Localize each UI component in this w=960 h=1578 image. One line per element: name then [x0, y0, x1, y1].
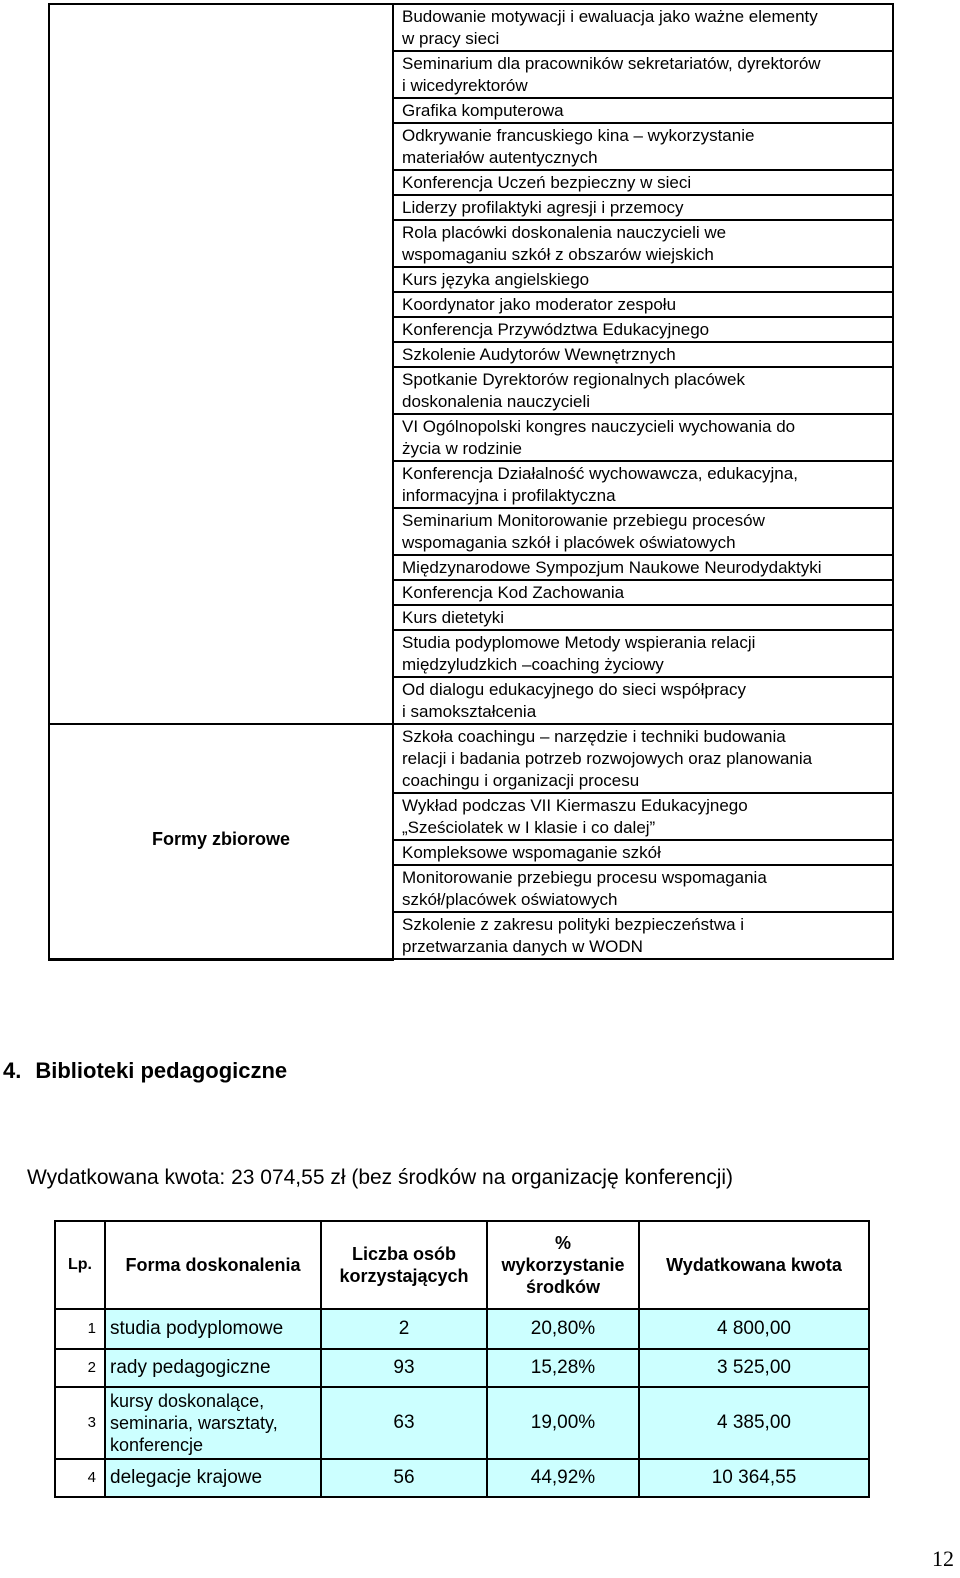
form-item	[393, 98, 893, 123]
form-item-line: doskonalenia nauczycieli	[402, 392, 591, 411]
header-percent-line: wykorzystanie	[501, 1255, 625, 1275]
category-label: Formy zbiorowe	[49, 724, 393, 959]
form-item-line: i samokształcenia	[402, 702, 537, 721]
form-item-line: Szkoła coachingu – narzędzie i techniki budowania	[402, 727, 786, 746]
forms-table-body	[49, 4, 893, 959]
cell-percent: 20,80%	[487, 1309, 639, 1349]
form-item	[393, 555, 893, 580]
form-item	[393, 123, 893, 170]
header-percent-line: %	[554, 1233, 571, 1253]
form-item-line: w pracy sieci	[402, 29, 500, 48]
form-item-line: Kompleksowe wspomaganie szkół	[402, 843, 661, 862]
form-item-line: materiałów autentycznych	[402, 148, 598, 167]
header-percent	[487, 1221, 639, 1309]
cell-percent: 44,92%	[487, 1459, 639, 1497]
header-row	[55, 1221, 869, 1309]
form-item	[393, 267, 893, 292]
form-item-line: Odkrywanie francuskiego kina – wykorzystanie	[402, 126, 755, 145]
page-number: 12	[932, 1546, 954, 1571]
cell-form	[105, 1349, 321, 1387]
form-item-line: Kurs języka angielskiego	[402, 270, 590, 289]
form-item	[393, 170, 893, 195]
form-item	[393, 630, 893, 677]
form-item	[393, 508, 893, 555]
form-item	[393, 4, 893, 51]
form-item-line: Wykład podczas VII Kiermaszu Edukacyjnego	[402, 796, 748, 815]
form-item-line: wspomaganiu szkół z obszarów wiejskich	[402, 245, 714, 264]
cell-amount: 10 364,55	[639, 1459, 869, 1497]
header-form: Forma doskonalenia	[105, 1221, 321, 1309]
form-item-line: Konferencja Działalność wychowawcza, edukacyjna,	[402, 464, 798, 483]
form-item-line: VI Ogólnopolski kongres nauczycieli wychowania do	[402, 417, 796, 436]
table-row	[55, 1459, 869, 1497]
form-item-line: Od dialogu edukacyjnego do sieci współpracy	[402, 680, 746, 699]
cell-count: 56	[321, 1459, 487, 1497]
forms-table	[48, 3, 894, 961]
form-item-line: Konferencja Kod Zachowania	[402, 583, 625, 602]
form-item	[393, 342, 893, 367]
cell-lp: 3	[55, 1387, 105, 1459]
header-count-line: Liczba osób	[351, 1244, 456, 1264]
spent-amount-text: Wydatkowana kwota: 23 074,55 zł (bez środków na organizację konferencji)	[27, 1166, 734, 1189]
form-item-line: informacyjna i profilaktyczna	[402, 486, 616, 505]
cell-form	[105, 1387, 321, 1459]
section-title: Biblioteki pedagogiczne	[35, 1058, 288, 1083]
form-item-line: Spotkanie Dyrektorów regionalnych placówek	[402, 370, 746, 389]
cell-lp: 2	[55, 1349, 105, 1387]
form-item	[393, 367, 893, 414]
table-row	[55, 1309, 869, 1349]
cell-percent: 19,00%	[487, 1387, 639, 1459]
form-item-line: Budowanie motywacji i ewaluacja jako ważne elementy	[402, 7, 818, 26]
form-item-line: międzyludzkich –coaching życiowy	[402, 655, 664, 674]
forms-row	[49, 4, 893, 51]
form-item-line: wspomagania szkół i placówek oświatowych	[402, 533, 736, 552]
section-number: 4.	[3, 1058, 22, 1083]
form-item	[393, 414, 893, 461]
header-percent-line: środków	[525, 1277, 600, 1297]
form-item-line: Konferencja Uczeń bezpieczny w sieci	[402, 173, 692, 192]
category-cell-blank	[49, 4, 393, 724]
section-heading	[3, 1058, 287, 1084]
cell-lp: 4	[55, 1459, 105, 1497]
form-item-line: Studia podyplomowe Metody wspierania relacji	[402, 633, 756, 652]
form-item	[393, 677, 893, 724]
cell-percent: 15,28%	[487, 1349, 639, 1387]
form-item-line: Grafika komputerowa	[402, 101, 564, 120]
form-item-line: Szkolenie z zakresu polityki bezpieczeństwa i	[402, 915, 745, 934]
cell-amount: 4 385,00	[639, 1387, 869, 1459]
form-item	[393, 317, 893, 342]
cell-form-line: seminaria, warsztaty,	[110, 1413, 278, 1433]
cell-form-line: delegacje krajowe	[110, 1467, 263, 1488]
form-item-line: Szkolenie Audytorów Wewnętrznych	[402, 345, 676, 364]
form-item	[393, 840, 893, 865]
form-item-line: Międzynarodowe Sympozjum Naukowe Neurodydaktyki	[402, 558, 822, 577]
form-item	[393, 724, 893, 793]
form-item	[393, 51, 893, 98]
header-count-line: korzystających	[339, 1266, 469, 1286]
header-lp: Lp.	[55, 1221, 105, 1309]
cell-count: 63	[321, 1387, 487, 1459]
cell-form	[105, 1459, 321, 1497]
form-item-line: życia w rodzinie	[402, 439, 522, 458]
header-count	[321, 1221, 487, 1309]
form-item	[393, 912, 893, 959]
form-item-line: Konferencja Przywództwa Edukacyjnego	[402, 320, 710, 339]
cell-count: 2	[321, 1309, 487, 1349]
form-item-line: Seminarium dla pracowników sekretariatów, dyrektorów	[402, 54, 821, 73]
form-item-line: Kurs dietetyki	[402, 608, 505, 627]
table-row	[55, 1349, 869, 1387]
library-table-body	[55, 1309, 869, 1497]
cell-count: 93	[321, 1349, 487, 1387]
form-item-line: Rola placówki doskonalenia nauczycieli we	[402, 223, 727, 242]
cell-form-line: studia podyplomowe	[110, 1318, 284, 1339]
form-item	[393, 793, 893, 840]
form-item-line: przetwarzania danych w WODN	[402, 937, 643, 956]
form-item	[393, 292, 893, 317]
forms-row	[49, 724, 893, 793]
cell-lp: 1	[55, 1309, 105, 1349]
library-table	[54, 1220, 870, 1498]
cell-amount: 4 800,00	[639, 1309, 869, 1349]
form-item-line: szkół/placówek oświatowych	[402, 890, 618, 909]
form-item-line: relacji i badania potrzeb rozwojowych oraz planowania	[402, 749, 813, 768]
library-table-header	[55, 1221, 869, 1309]
form-item-line: Seminarium Monitorowanie przebiegu procesów	[402, 511, 765, 530]
header-amount: Wydatkowana kwota	[639, 1221, 869, 1309]
form-item-line: Monitorowanie przebiegu procesu wspomagania	[402, 868, 767, 887]
form-item	[393, 195, 893, 220]
form-item	[393, 865, 893, 912]
form-item	[393, 220, 893, 267]
cell-form-line: kursy doskonalące,	[110, 1391, 265, 1411]
form-item-line: Koordynator jako moderator zespołu	[402, 295, 677, 314]
form-item	[393, 461, 893, 508]
cell-form-line: rady pedagogiczne	[110, 1357, 271, 1378]
cell-amount: 3 525,00	[639, 1349, 869, 1387]
table-row	[55, 1387, 869, 1459]
form-item-line: „Sześciolatek w I klasie i co dalej”	[402, 818, 656, 837]
cell-form	[105, 1309, 321, 1349]
form-item-line: i wicedyrektorów	[402, 76, 528, 95]
form-item-line: Liderzy profilaktyki agresji i przemocy	[402, 198, 684, 217]
form-item	[393, 580, 893, 605]
cell-form-line: konferencje	[110, 1435, 204, 1455]
form-item-line: coachingu i organizacji procesu	[402, 771, 640, 790]
form-item	[393, 605, 893, 630]
